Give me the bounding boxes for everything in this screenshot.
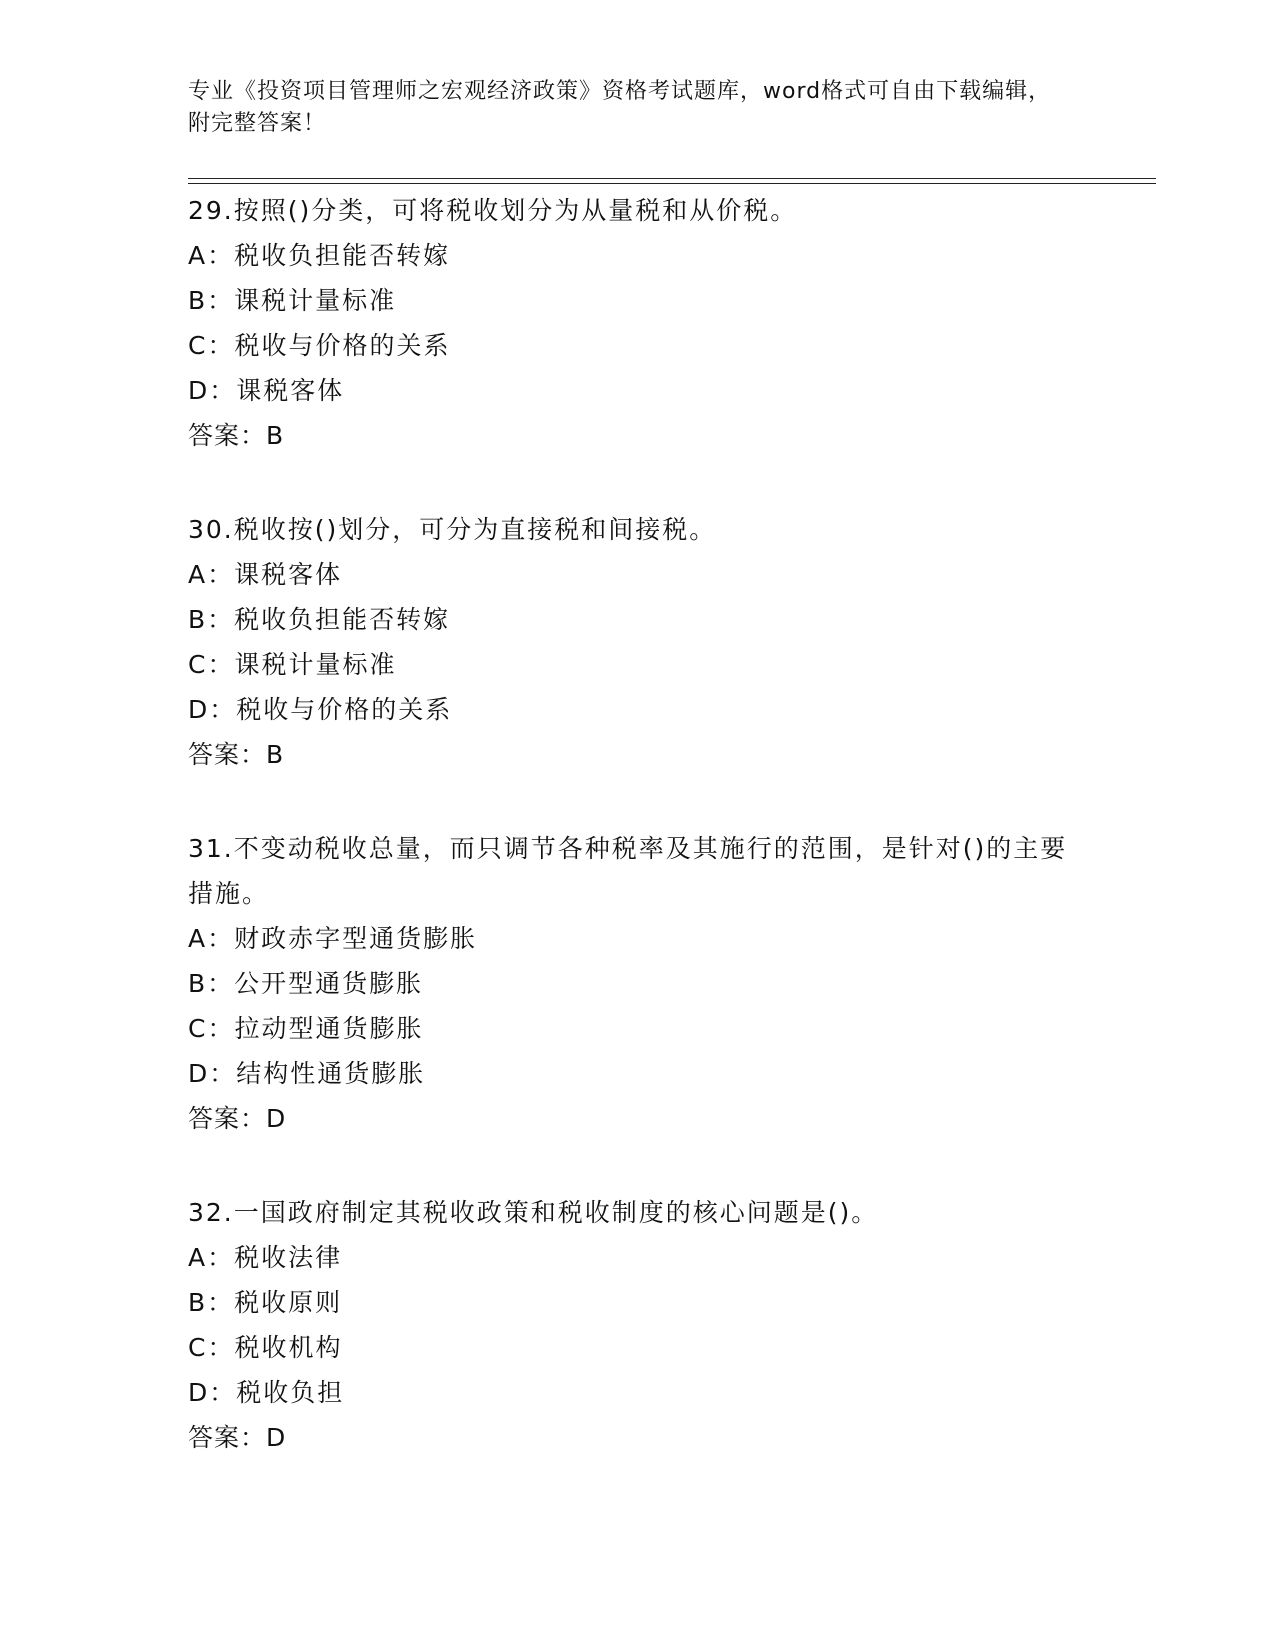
answer: 答案：B — [188, 421, 285, 450]
option-b: B：公开型通货膨胀 — [188, 969, 424, 998]
question-32 — [188, 1190, 1068, 1460]
answer: 答案：B — [188, 740, 285, 769]
option-c: C：税收与价格的关系 — [188, 331, 451, 360]
option-b: B：税收原则 — [188, 1288, 343, 1317]
answer: 答案：D — [188, 1423, 287, 1452]
document-header: 专业《投资项目管理师之宏观经济政策》资格考试题库，word格式可自由下载编辑，附完整答案！ — [188, 79, 1052, 136]
option-d: D：课税客体 — [188, 376, 345, 405]
header-divider-top — [188, 178, 1156, 179]
question-stem: 29.按照()分类，可将税收划分为从量税和从价税。 — [188, 196, 798, 225]
answer: 答案：D — [188, 1104, 287, 1133]
question-30 — [188, 507, 1068, 777]
header-divider-bottom — [188, 183, 1156, 184]
option-b: B：课税计量标准 — [188, 286, 397, 315]
option-d: D：税收与价格的关系 — [188, 695, 453, 724]
question-31 — [188, 826, 1068, 1141]
option-c: C：课税计量标准 — [188, 650, 397, 679]
question-stem: 30.税收按()划分，可分为直接税和间接税。 — [188, 515, 717, 544]
option-d: D：税收负担 — [188, 1378, 345, 1407]
option-a: A：税收负担能否转嫁 — [188, 241, 451, 270]
question-stem: 31.不变动税收总量，而只调节各种税率及其施行的范围，是针对()的主要措施。 — [188, 834, 1068, 908]
option-c: C：拉动型通货膨胀 — [188, 1014, 424, 1043]
option-a: A：课税客体 — [188, 560, 343, 589]
question-stem: 32.一国政府制定其税收政策和税收制度的核心问题是()。 — [188, 1198, 879, 1227]
option-b: B：税收负担能否转嫁 — [188, 605, 451, 634]
option-c: C：税收机构 — [188, 1333, 343, 1362]
option-d: D：结构性通货膨胀 — [188, 1059, 426, 1088]
option-a: A：财政赤字型通货膨胀 — [188, 924, 478, 953]
question-29 — [188, 188, 1068, 458]
option-a: A：税收法律 — [188, 1243, 343, 1272]
